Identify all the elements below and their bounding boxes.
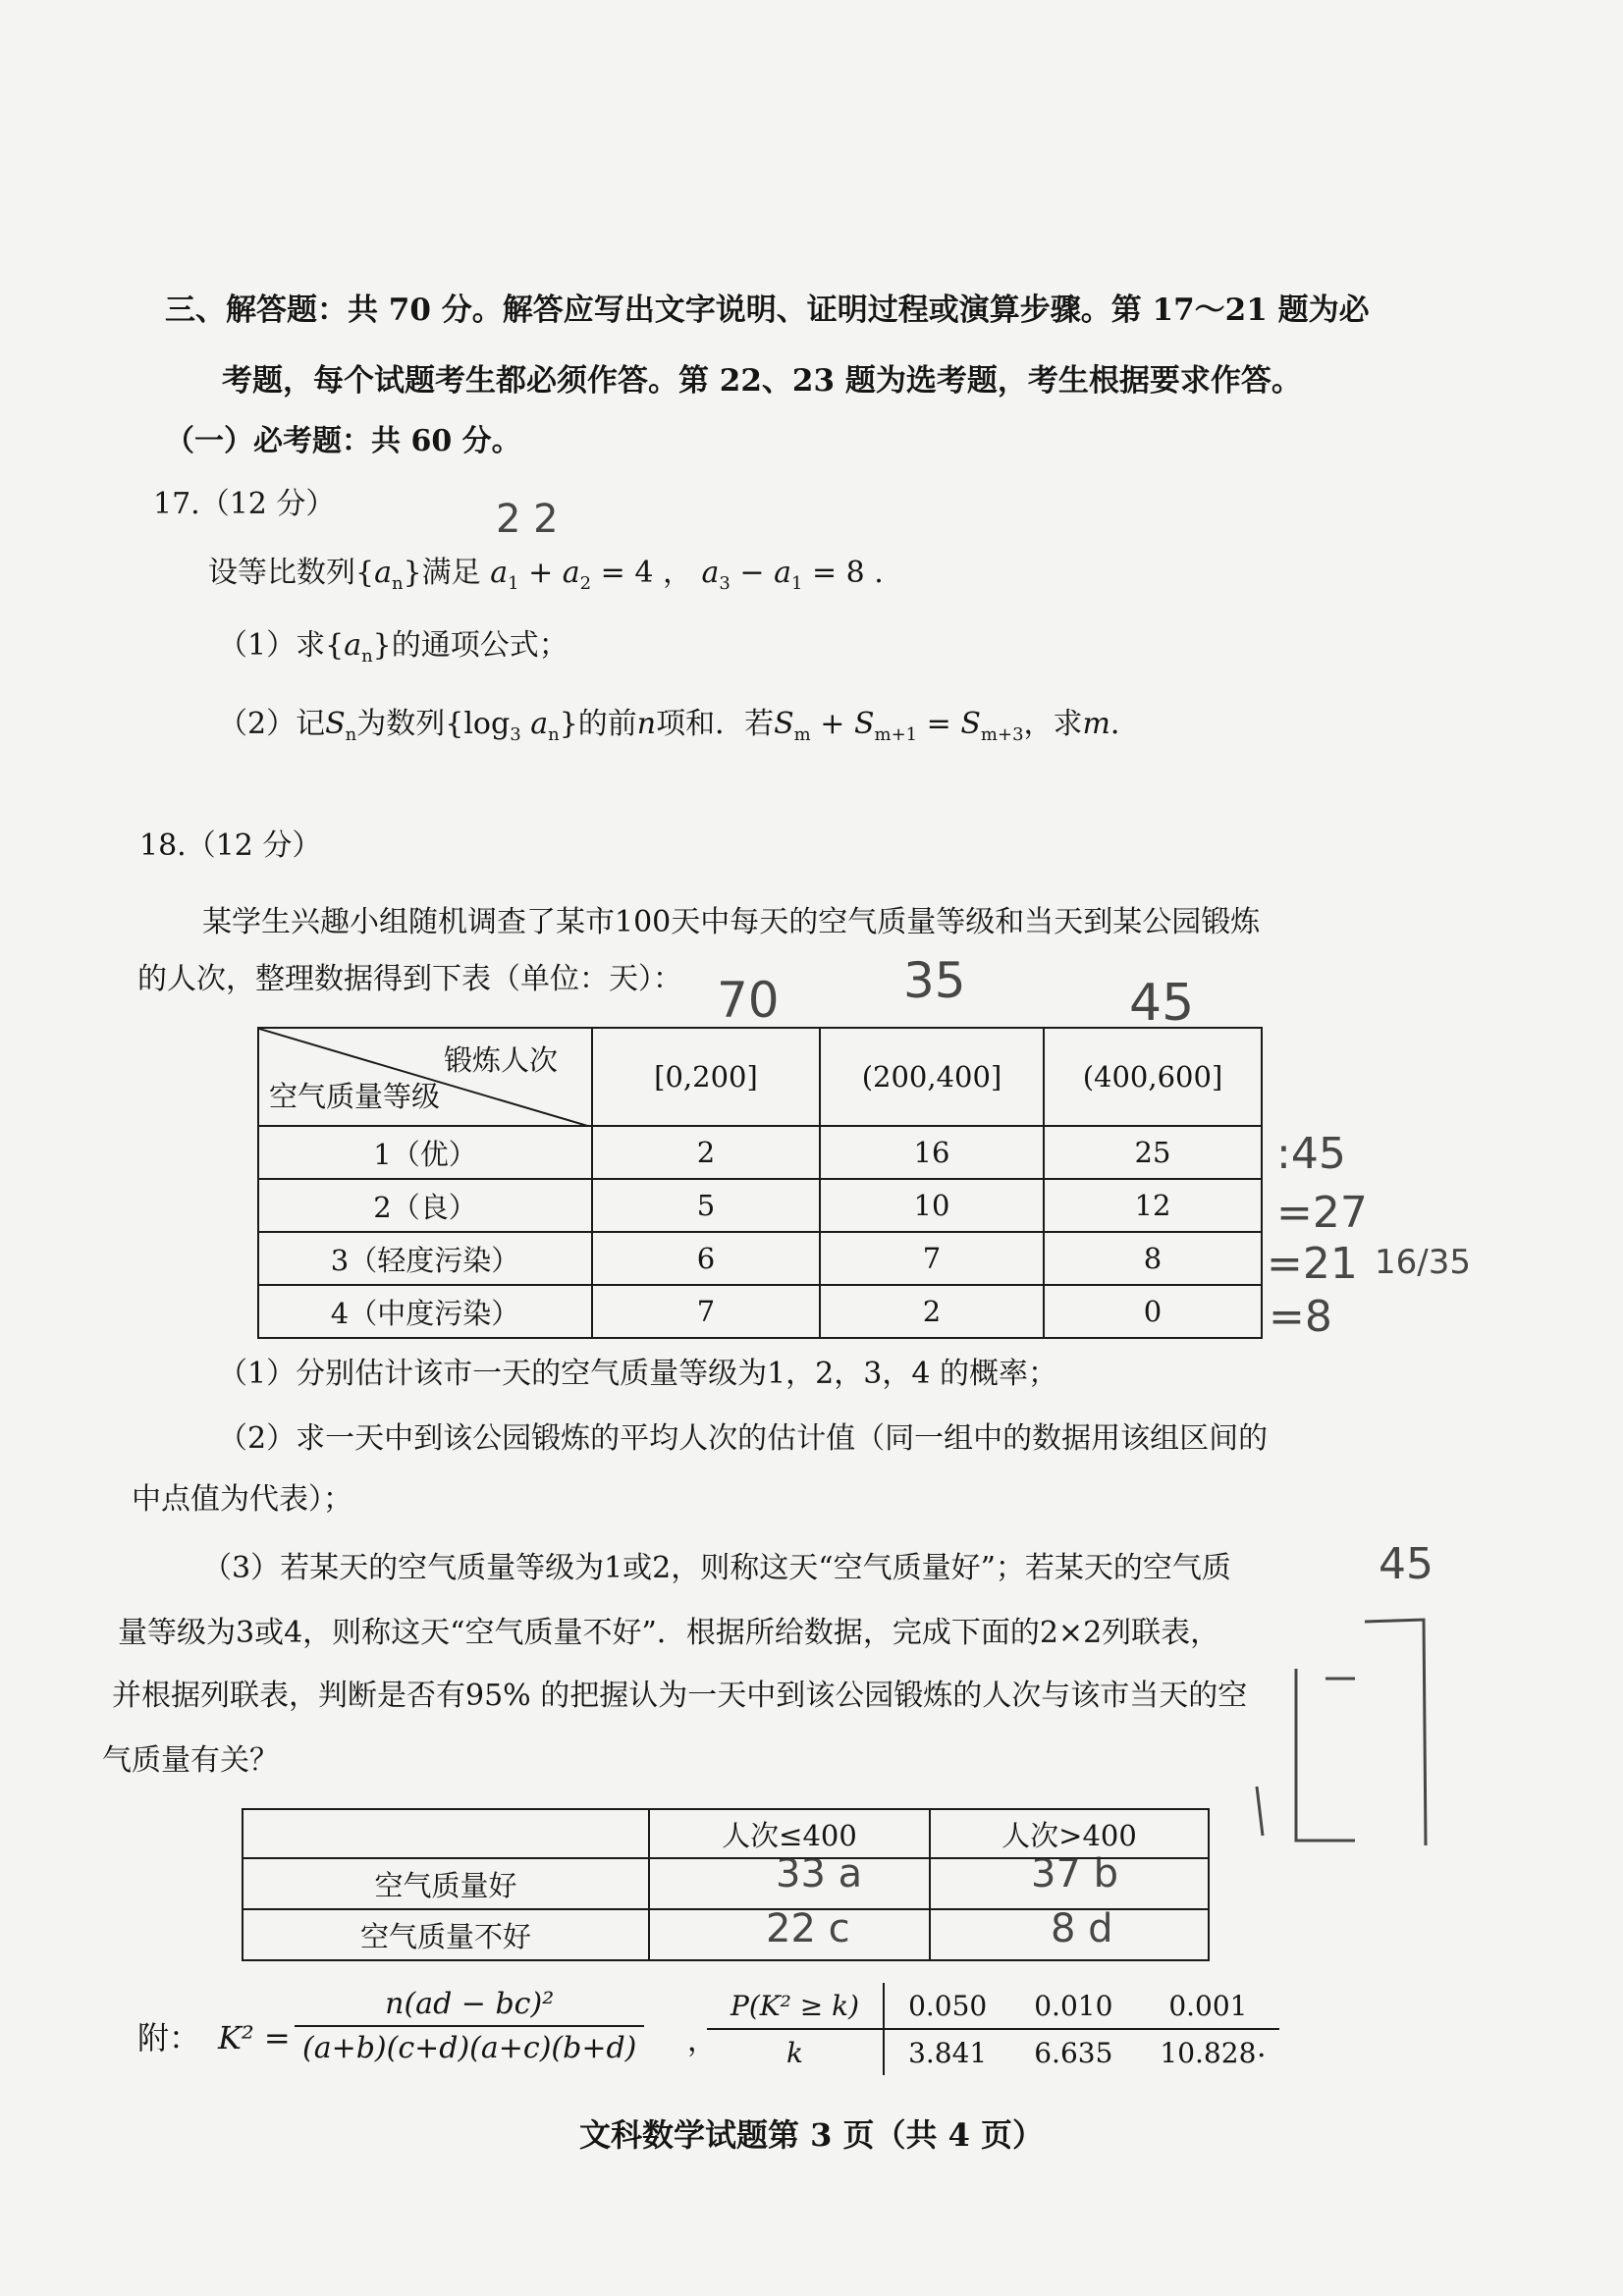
row-label-good: 空气质量好 (243, 1858, 649, 1909)
q18-part2-line1: （2）求一天中到该公园锻炼的平均人次的估计值（同一组中的数据用该组区间的 (218, 1421, 1269, 1456)
q18-intro-line1: 某学生兴趣小组随机调查了某市100天中每天的空气质量等级和当天到某公园锻炼 (202, 905, 1261, 939)
handwritten-note: 8 d (1051, 1906, 1113, 1951)
row-label: 3（轻度污染） (258, 1232, 592, 1285)
p-value: 0.050 (884, 1983, 1010, 2029)
cell-value: 16 (820, 1126, 1044, 1179)
q17-stem: 设等比数列$\{a_n\}$满足 $a_1 + a_2 = 4$ ， $a_3 - a_1 = 8$ . (208, 556, 884, 594)
q17-part2: （2）记$S_n$为数列{$\log_3$ $a_n$}的前n项和．若$S_m + S_{m+1} = S_{m+3}$，求m． (218, 707, 1140, 745)
q18-part1: （1）分别估计该市一天的空气质量等级为1，2，3，4 的概率； (218, 1357, 1057, 1391)
handwritten-bracket-sketch (1237, 1610, 1434, 1865)
formula-end: . (1257, 2030, 1267, 2064)
q18-header: 18.（12 分） (139, 828, 322, 863)
handwritten-note: 35 (903, 952, 966, 1009)
table-row (258, 1285, 1262, 1338)
handwritten-note: =27 (1276, 1188, 1368, 1238)
handwritten-note: 2 2 (496, 497, 559, 542)
k2-numerator: n(ad − bc)² (385, 1987, 555, 2021)
col-header-gt400: 人次>400 (930, 1809, 1209, 1858)
cell-value: 25 (1044, 1126, 1262, 1179)
cell-value: 6 (592, 1232, 820, 1285)
k2-lhs: K² = (218, 2019, 291, 2056)
handwritten-note: 45 (1379, 1539, 1434, 1589)
p-value: 0.001 (1136, 1983, 1279, 2029)
handwritten-note: 33 a (776, 1851, 863, 1896)
cell-value: 12 (1044, 1179, 1262, 1232)
p-value: 0.010 (1010, 1983, 1136, 2029)
table-row (258, 1179, 1262, 1232)
row-label: 4（中度污染） (258, 1285, 592, 1338)
q17-header: 17.（12 分） (153, 487, 336, 521)
cell-value: 2 (592, 1126, 820, 1179)
q18-part3-line3: 并根据列联表，判断是否有95% 的把握认为一天中到该公园锻炼的人次与该市当天的空 (112, 1679, 1248, 1713)
cell-value: 2 (820, 1285, 1044, 1338)
p-label: P(K² ≥ k) (707, 1983, 884, 2029)
handwritten-note: 37 b (1031, 1851, 1119, 1896)
k-value: 6.635 (1034, 2036, 1113, 2069)
corner-bottom-label: 空气质量等级 (269, 1080, 441, 1113)
section-heading-line1: 三、解答题：共 70 分。解答应写出文字说明、证明过程或演算步骤。第 17～21 题为必 (165, 293, 1370, 328)
handwritten-note: 45 (1129, 974, 1195, 1033)
row-label: 2（良） (258, 1179, 592, 1232)
cell-value: 7 (592, 1285, 820, 1338)
col-header-le400: 人次≤400 (649, 1809, 930, 1858)
handwritten-note: :45 (1276, 1129, 1346, 1179)
k2-fraction (295, 1987, 644, 2065)
col-header-2: (200,400] (820, 1028, 1044, 1126)
table-row (258, 1126, 1262, 1179)
section-heading-line2: 考题，每个试题考生都必须作答。第 22、23 题为选考题，考生根据要求作答。 (222, 363, 1302, 399)
cell-value: 5 (592, 1179, 820, 1232)
q18-part3-line2: 量等级为3或4，则称这天“空气质量不好”．根据所给数据，完成下面的2×2列联表， (118, 1616, 1220, 1650)
k-value: 3.841 (908, 2036, 988, 2069)
col-header-1: [0,200] (592, 1028, 820, 1126)
section-subheading: （一）必考题：共 60 分。 (165, 424, 521, 458)
cell-value: 10 (820, 1179, 1044, 1232)
cell-value: 7 (820, 1232, 1044, 1285)
handwritten-note: 16/35 (1375, 1243, 1471, 1282)
q18-part2-line2: 中点值为代表）； (132, 1482, 352, 1517)
appendix-label: 附： (137, 2019, 201, 2056)
formula-comma: ， (687, 2024, 717, 2058)
k-label: k (707, 2029, 884, 2075)
handwritten-note: 70 (717, 972, 780, 1029)
q18-intro-line2: 的人次，整理数据得到下表（单位：天）： (137, 962, 682, 996)
col-header-3: (400,600] (1044, 1028, 1262, 1126)
air-quality-table (257, 1027, 1263, 1339)
contingency-corner (243, 1809, 649, 1858)
cell-value: 8 (1044, 1232, 1262, 1285)
handwritten-note: 22 c (766, 1906, 850, 1951)
q18-part3-line1: （3）若某天的空气质量等级为1或2，则称这天“空气质量好”；若某天的空气质 (202, 1551, 1231, 1585)
corner-top-label: 锻炼人次 (443, 1043, 558, 1077)
handwritten-note: =21 (1267, 1239, 1358, 1289)
table-row (258, 1232, 1262, 1285)
handwritten-note: =8 (1269, 1292, 1332, 1342)
cell-value: 0 (1044, 1285, 1262, 1338)
table-corner-cell (258, 1028, 592, 1126)
q17-part1: （1）求$\{a_n\}$的通项公式； (218, 628, 568, 667)
page-footer: 文科数学试题第 3 页（共 4 页） (578, 2116, 1045, 2154)
q18-part3-line4: 气质量有关？ (102, 1743, 279, 1778)
k2-denominator: (a+b)(c+d)(a+c)(b+d) (295, 2025, 644, 2065)
row-label-bad: 空气质量不好 (243, 1909, 649, 1960)
critical-value-table (707, 1983, 1279, 2075)
row-label: 1（优） (258, 1126, 592, 1179)
k-value: 10.828 (1160, 2036, 1257, 2069)
